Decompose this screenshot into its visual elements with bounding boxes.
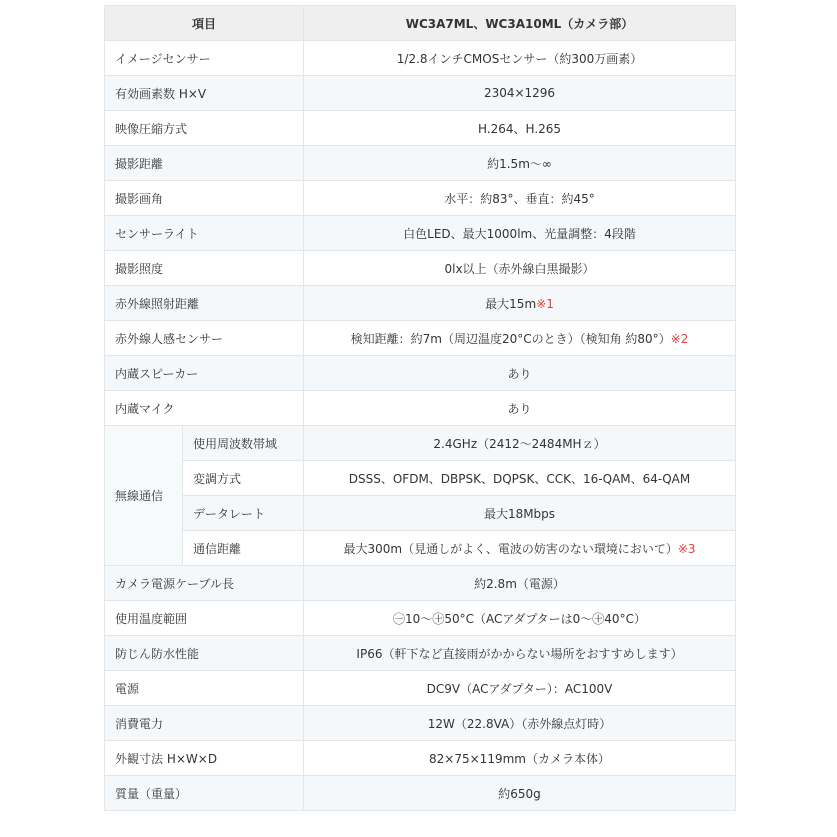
value-text: 検知距離：約7m（周辺温度20°Cのとき）（検知角 約80°）	[350, 331, 671, 346]
spec-value	[304, 146, 736, 181]
value-text: あり	[507, 401, 532, 416]
value-text: 2.4GHz（2412〜2484MHｚ）	[433, 436, 606, 451]
table-row	[105, 181, 736, 216]
spec-value	[304, 531, 736, 566]
table-row	[105, 531, 736, 566]
value-text: 約2.8m（電源）	[474, 576, 565, 591]
value-text: 水平：約83°、垂直：約45°	[444, 191, 595, 206]
spec-value	[304, 321, 736, 356]
table-row	[105, 741, 736, 776]
table-row	[105, 391, 736, 426]
spec-value	[304, 356, 736, 391]
spec-value	[304, 111, 736, 146]
spec-label: 撮影距離	[105, 146, 304, 181]
value-text: 0lx以上（赤外線白黒撮影）	[444, 261, 595, 276]
spec-value	[304, 391, 736, 426]
value-text: IP66（軒下など直接雨がかからない場所をおすすめします）	[356, 646, 683, 661]
spec-label: 赤外線人感センサー	[105, 321, 304, 356]
value-text: DC9V（ACアダプター）：AC100V	[426, 681, 613, 696]
header-row	[105, 6, 736, 41]
spec-value	[304, 216, 736, 251]
spec-value	[304, 76, 736, 111]
value-text: 約1.5m〜∞	[487, 156, 552, 171]
table-row	[105, 41, 736, 76]
table-row	[105, 776, 736, 811]
spec-label: 内蔵マイク	[105, 391, 304, 426]
value-text: 2304×1296	[483, 86, 556, 100]
table-row	[105, 496, 736, 531]
value-text: 82×75×119mm（カメラ本体）	[429, 751, 610, 766]
spec-label: 内蔵スピーカー	[105, 356, 304, 391]
table-row	[105, 251, 736, 286]
header-model: WC3A7ML、WC3A10ML（カメラ部）	[304, 6, 736, 41]
value-text: 12W（22.8VA）（赤外線点灯時）	[427, 716, 612, 731]
value-text: ㊀10〜㊉50°C（ACアダプターは0〜㊉40°C）	[393, 611, 646, 626]
value-text: 白色LED、最大1000lm、光量調整：4段階	[403, 226, 636, 241]
spec-label: センサーライト	[105, 216, 304, 251]
value-text: 1/2.8インチCMOSセンサー（約300万画素）	[396, 51, 643, 66]
spec-value	[304, 251, 736, 286]
spec-table	[104, 5, 736, 811]
spec-label: 電源	[105, 671, 304, 706]
table-row	[105, 671, 736, 706]
spec-value	[304, 41, 736, 76]
table-row	[105, 146, 736, 181]
value-text: 最大15m	[485, 296, 537, 311]
spec-sublabel: 変調方式	[183, 461, 304, 496]
spec-sublabel: 通信距離	[183, 531, 304, 566]
spec-label: カメラ電源ケーブル長	[105, 566, 304, 601]
spec-label: 撮影照度	[105, 251, 304, 286]
spec-value	[304, 636, 736, 671]
value-text: あり	[507, 366, 532, 381]
table-row	[105, 566, 736, 601]
spec-value	[304, 496, 736, 531]
spec-label: 使用温度範囲	[105, 601, 304, 636]
spec-value	[304, 426, 736, 461]
spec-value	[304, 741, 736, 776]
header-item: 項目	[105, 6, 304, 41]
spec-label: 撮影画角	[105, 181, 304, 216]
table-row	[105, 601, 736, 636]
spec-label: 外観寸法 H×W×D	[105, 741, 304, 776]
value-text: 約650g	[498, 786, 541, 801]
spec-value	[304, 461, 736, 496]
footnote-mark: ※2	[670, 331, 689, 346]
spec-label: イメージセンサー	[105, 41, 304, 76]
footnote-mark: ※3	[677, 541, 696, 556]
table-row	[105, 111, 736, 146]
spec-label: 防じん防水性能	[105, 636, 304, 671]
value-text: DSSS、OFDM、DBPSK、DQPSK、CCK、16-QAM、64-QAM	[348, 471, 691, 486]
spec-value	[304, 566, 736, 601]
spec-value	[304, 706, 736, 741]
spec-value	[304, 601, 736, 636]
spec-label: 映像圧縮方式	[105, 111, 304, 146]
table-row	[105, 426, 736, 461]
spec-value	[304, 181, 736, 216]
table-row	[105, 636, 736, 671]
spec-value	[304, 671, 736, 706]
footnote-mark: ※1	[536, 296, 554, 311]
spec-label: 有効画素数 H×V	[105, 76, 304, 111]
spec-label: 赤外線照射距離	[105, 286, 304, 321]
table-row	[105, 76, 736, 111]
table-row	[105, 461, 736, 496]
value-text: H.264、H.265	[477, 121, 562, 136]
table-row	[105, 286, 736, 321]
spec-value	[304, 776, 736, 811]
table-row	[105, 321, 736, 356]
value-text: 最大300m（見通しがよく、電波の妨害のない環境において）	[343, 541, 678, 556]
spec-sublabel: データレート	[183, 496, 304, 531]
value-text: 最大18Mbps	[483, 506, 556, 521]
table-row	[105, 706, 736, 741]
spec-sublabel: 使用周波数帯域	[183, 426, 304, 461]
spec-value	[304, 286, 736, 321]
spec-label: 消費電力	[105, 706, 304, 741]
wireless-group-label: 無線通信	[105, 426, 183, 566]
spec-label: 質量（重量）	[105, 776, 304, 811]
table-row	[105, 356, 736, 391]
table-row	[105, 216, 736, 251]
